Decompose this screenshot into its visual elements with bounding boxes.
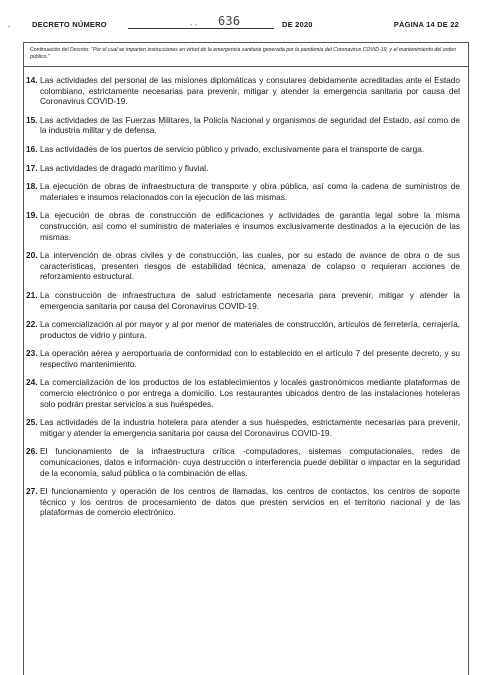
- item-text: Las actividades del personal de las misiones diplomáticas y consulares debidamente acreditadas ante el Estado colombiano, estrictamente necesarias para prevenir, mitigar y atender la emergencia sanitaria por causa del Coronavirus COVID-19.: [40, 75, 460, 107]
- item-text: La operación aérea y aeroportuaria de conformidad con lo establecido en el artículo 7 del presente decreto, y su respectivo mantenimiento.: [40, 348, 460, 369]
- decree-number: 636: [218, 14, 241, 28]
- decree-number-dashes: - -: [190, 20, 198, 29]
- item-number: 22.: [26, 319, 38, 330]
- item-number: 17.: [26, 162, 38, 173]
- list-item: [26, 446, 460, 478]
- list-item: [26, 181, 460, 202]
- item-number: 14.: [26, 75, 38, 85]
- content-frame: [23, 42, 469, 675]
- item-text: La construcción de infraestructura de salud estrictamente necesaria para prevenir, mitigar y atender la emergencia sanitaria por causa del Coronavirus COVID-19.: [40, 289, 460, 311]
- article-items-list: [26, 75, 460, 526]
- decree-year: DE 2020: [282, 20, 313, 29]
- item-text: La comercialización al por mayor y al por menor de materiales de construcción, artículos de ferretería, cerrajería, productos de vidrio y pintura.: [40, 319, 460, 340]
- item-text: El funcionamiento y operación de los centros de llamadas, los centros de contactos, los centros de soporte técnico y los centros de procesamiento de datos que presten servicios en el territorio nacional y de las plataformas de comercio electrónico.: [40, 486, 460, 518]
- corner-mark: .: [8, 22, 11, 29]
- list-item: [26, 289, 460, 311]
- item-number: 20.: [26, 250, 38, 261]
- continuation-divider: [24, 66, 468, 67]
- list-item: [26, 143, 460, 155]
- item-text: La ejecución de obras de construcción de edificaciones y actividades de garantía legal sobre la misma construcción, así como el suministro de materiales e insumos exclusivamente destinados a la ejecución de las mismas.: [40, 210, 460, 242]
- item-number: 26.: [26, 446, 38, 457]
- list-item: [26, 75, 460, 107]
- list-item: [26, 210, 460, 242]
- item-text: Las actividades de las Fuerzas Militares, la Policía Nacional y organismos de seguridad del Estado, así como de la industria militar y de defensa.: [40, 114, 460, 136]
- item-text: La ejecución de obras de infraestructura de transporte y obra pública, así como la cadena de suministros de materiales e insumos relacionados con la ejecución de las mismas.: [40, 181, 460, 202]
- item-number: 23.: [26, 348, 38, 359]
- item-text: Las actividades de dragado marítimo y fluvial.: [40, 162, 209, 173]
- item-text: El funcionamiento de la infraestructura crítica -computadores, sistemas computacionales, redes de comunicaciones, datos e información- cuya destrucción o interferencia puede debilitar o impactar en la seguridad de la economía, salud pública o la combinación de ellas.: [40, 446, 460, 478]
- page-header: [8, 14, 463, 36]
- continuation-note: [30, 47, 462, 60]
- list-item: [26, 486, 460, 518]
- item-text: La comercialización de los productos de los establecimientos y locales gastronómicos mediante plataformas de comercio electrónico o por entrega a domicilio. Los restaurantes ubicados dentro de las instalaciones hoteleras solo podrán prestar servicios a sus huéspedes.: [40, 377, 460, 409]
- item-number: 27.: [26, 486, 38, 497]
- list-item: [26, 377, 460, 409]
- list-item: [26, 319, 460, 340]
- page-indicator: PÁGINA 14 DE 22: [393, 20, 459, 29]
- item-number: 25.: [26, 417, 38, 428]
- continuation-label: Continuación del Decreto:: [30, 47, 90, 53]
- item-text: Las actividades de los puertos de servicio público y privado, exclusivamente para el transporte de carga.: [40, 143, 425, 154]
- list-item: [26, 114, 460, 136]
- list-item: [26, 417, 460, 438]
- list-item: [26, 348, 460, 369]
- item-number: 16.: [26, 143, 38, 154]
- item-number: 15.: [26, 114, 38, 125]
- item-text: Las actividades de la industria hotelera para atender a sus huéspedes, estrictamente necesarias para prevenir, mitigar y atender la emergencia sanitaria por causa del Coronavirus COVID-19.: [40, 417, 460, 438]
- decree-number-line: [128, 28, 274, 29]
- continuation-text: "Por el cual se imparten instrucciones en virtud de la emergencia sanitaria generada por la pandemia del Coronavirus COVID-19, y el mantenimiento del orden público.": [30, 47, 457, 60]
- list-item: [26, 250, 460, 282]
- item-number: 18.: [26, 181, 38, 192]
- item-number: 24.: [26, 377, 38, 388]
- item-number: 21.: [26, 289, 38, 300]
- item-number: 19.: [26, 210, 38, 221]
- list-item: [26, 162, 460, 174]
- item-text: La intervención de obras civiles y de construcción, las cuales, por su estado de avance de obra o de sus características, presenten riesgos de estabilidad técnica, amenaza de colapso o requieran acciones de reforzamiento estructural.: [40, 250, 460, 282]
- decree-label: DECRETO NÚMERO: [32, 20, 107, 29]
